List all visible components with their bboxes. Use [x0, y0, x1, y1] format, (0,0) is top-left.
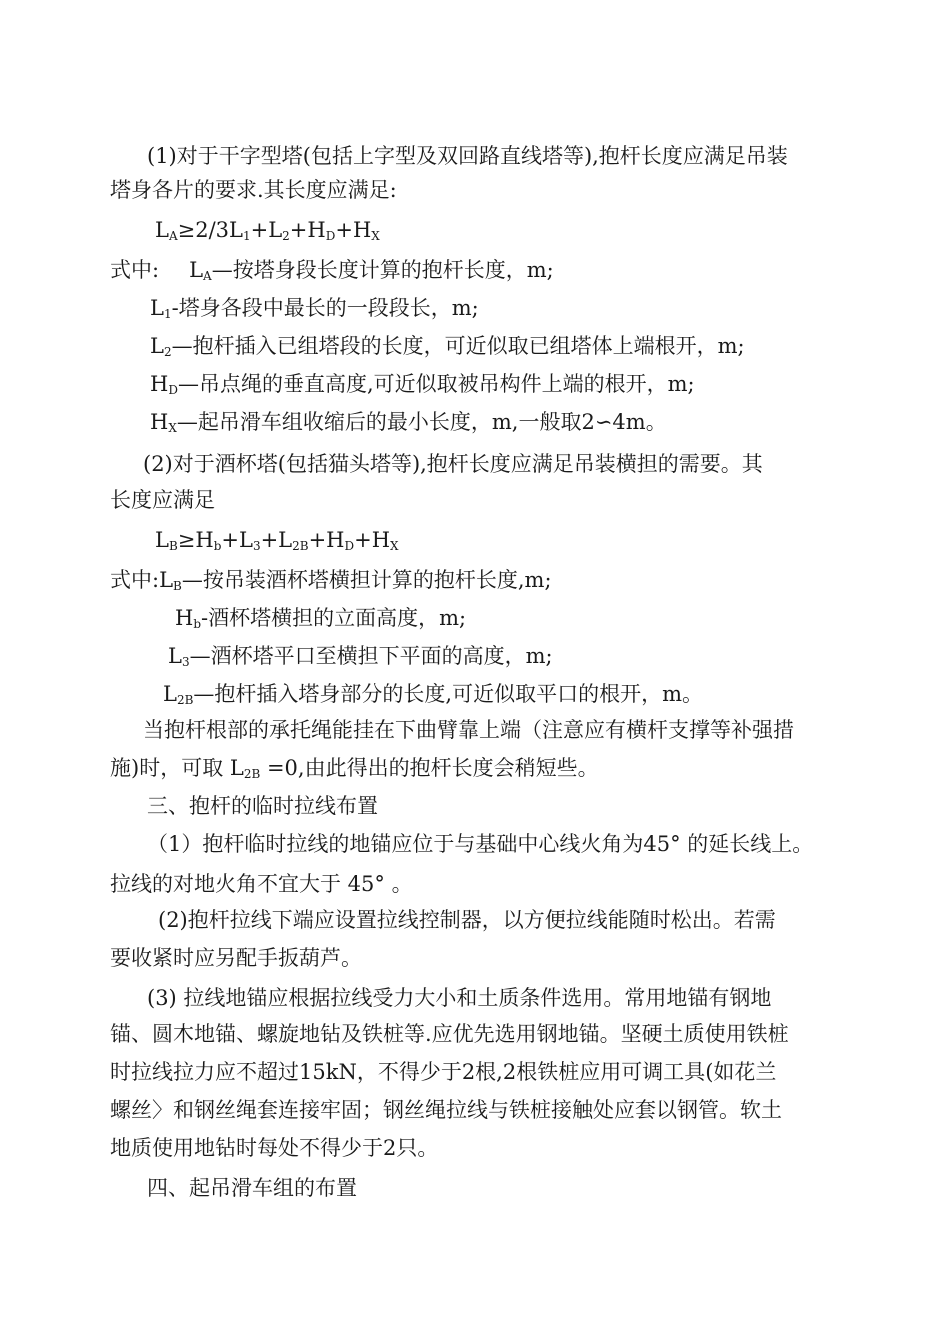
- paragraph-6-line-5: 地质使用地钻时每处不得少于2只。: [110, 1136, 439, 1160]
- def-hx: $H_X—$起吊滑车组收缩后的最小长度，m,一般取2∽4m。: [150, 410, 667, 435]
- def-l3: $L_3—$酒杯塔平口至横担下平面的高度，m;: [168, 644, 553, 669]
- paragraph-3-line-1: 当抱杆根部的承托绳能挂在下曲臂靠上端（注意应有横杆支撑等补强措: [143, 718, 794, 742]
- paragraph-5-line-2: 要收紧时应另配手扳葫芦。: [110, 946, 362, 970]
- paragraph-6-line-3: 时拉线拉力应不超过15kN，不得少于2根,2根铁桩应用可调工具(如花兰: [110, 1060, 777, 1084]
- paragraph-5-line-1: (2)抱杆拉线下端应设置拉线控制器，以方便拉线能随时松出。若需: [158, 908, 776, 932]
- def-l2: $L_2—$抱杆插入已组塔段的长度，可近似取已组塔体上端根开，m;: [150, 334, 745, 359]
- section-heading-3: 三、抱杆的临时拉线布置: [147, 794, 378, 818]
- paragraph-2-line-1: (2)对于酒杯塔(包括猫头塔等),抱杆长度应满足吊装横担的需要。其: [143, 452, 763, 476]
- def-l1: $L_1-$塔身各段中最长的一段段长，m;: [150, 296, 479, 321]
- where-lb: 式中$:L_B—$按吊装酒杯塔横担计算的抱杆长度,m;: [110, 568, 552, 593]
- def-l2b: $L_{2B}—$抱杆插入塔身部分的长度,可近似取平口的根开，m。: [163, 682, 703, 707]
- section-heading-4: 四、起吊滑车组的布置: [147, 1176, 357, 1200]
- paragraph-6-line-2: 锚、圆木地锚、螺旋地钻及铁桩等.应优先选用钢地锚。坚硬土质使用铁桩: [110, 1022, 789, 1046]
- def-hd: $H_D—$吊点绳的垂直高度,可近似取被吊构件上端的根开，m;: [150, 372, 695, 397]
- where-la: 式中: $L_A—$按塔身段长度计算的抱杆长度，m;: [110, 258, 554, 283]
- paragraph-1-line-1: (1)对于干字型塔(包括上字型及双回路直线塔等),抱杆长度应满足吊装: [147, 144, 788, 168]
- formula-la: $L_A\ge 2/3L_1+L_2+H_D+H_X$: [155, 218, 380, 243]
- paragraph-1-line-2: 塔身各片的要求.其长度应满足:: [110, 178, 397, 202]
- paragraph-6-line-1: (3) 拉线地锚应根据拉线受力大小和土质条件选用。常用地锚有钢地: [147, 986, 772, 1010]
- formula-lb: $L_B\ge H_b+L_3+L_{2B}+H_D+H_X$: [155, 528, 399, 553]
- paragraph-4-line-2: 拉线的对地火角不宜大于 45° 。: [110, 872, 413, 896]
- def-hb: $H_b-$酒杯塔横担的立面高度，m;: [175, 606, 467, 631]
- paragraph-3-line-2: 施)时，可取 $L_{2B} =0$,由此得出的抱杆长度会稍短些。: [110, 756, 599, 781]
- paragraph-4-line-1: （1）抱杆临时拉线的地锚应位于与基础中心线火角为45° 的延长线上。: [147, 832, 814, 856]
- paragraph-6-line-4: 螺丝〉和钢丝绳套连接牢固；钢丝绳拉线与铁桩接触处应套以钢管。软土: [110, 1098, 782, 1122]
- paragraph-2-line-2: 长度应满足: [110, 488, 215, 512]
